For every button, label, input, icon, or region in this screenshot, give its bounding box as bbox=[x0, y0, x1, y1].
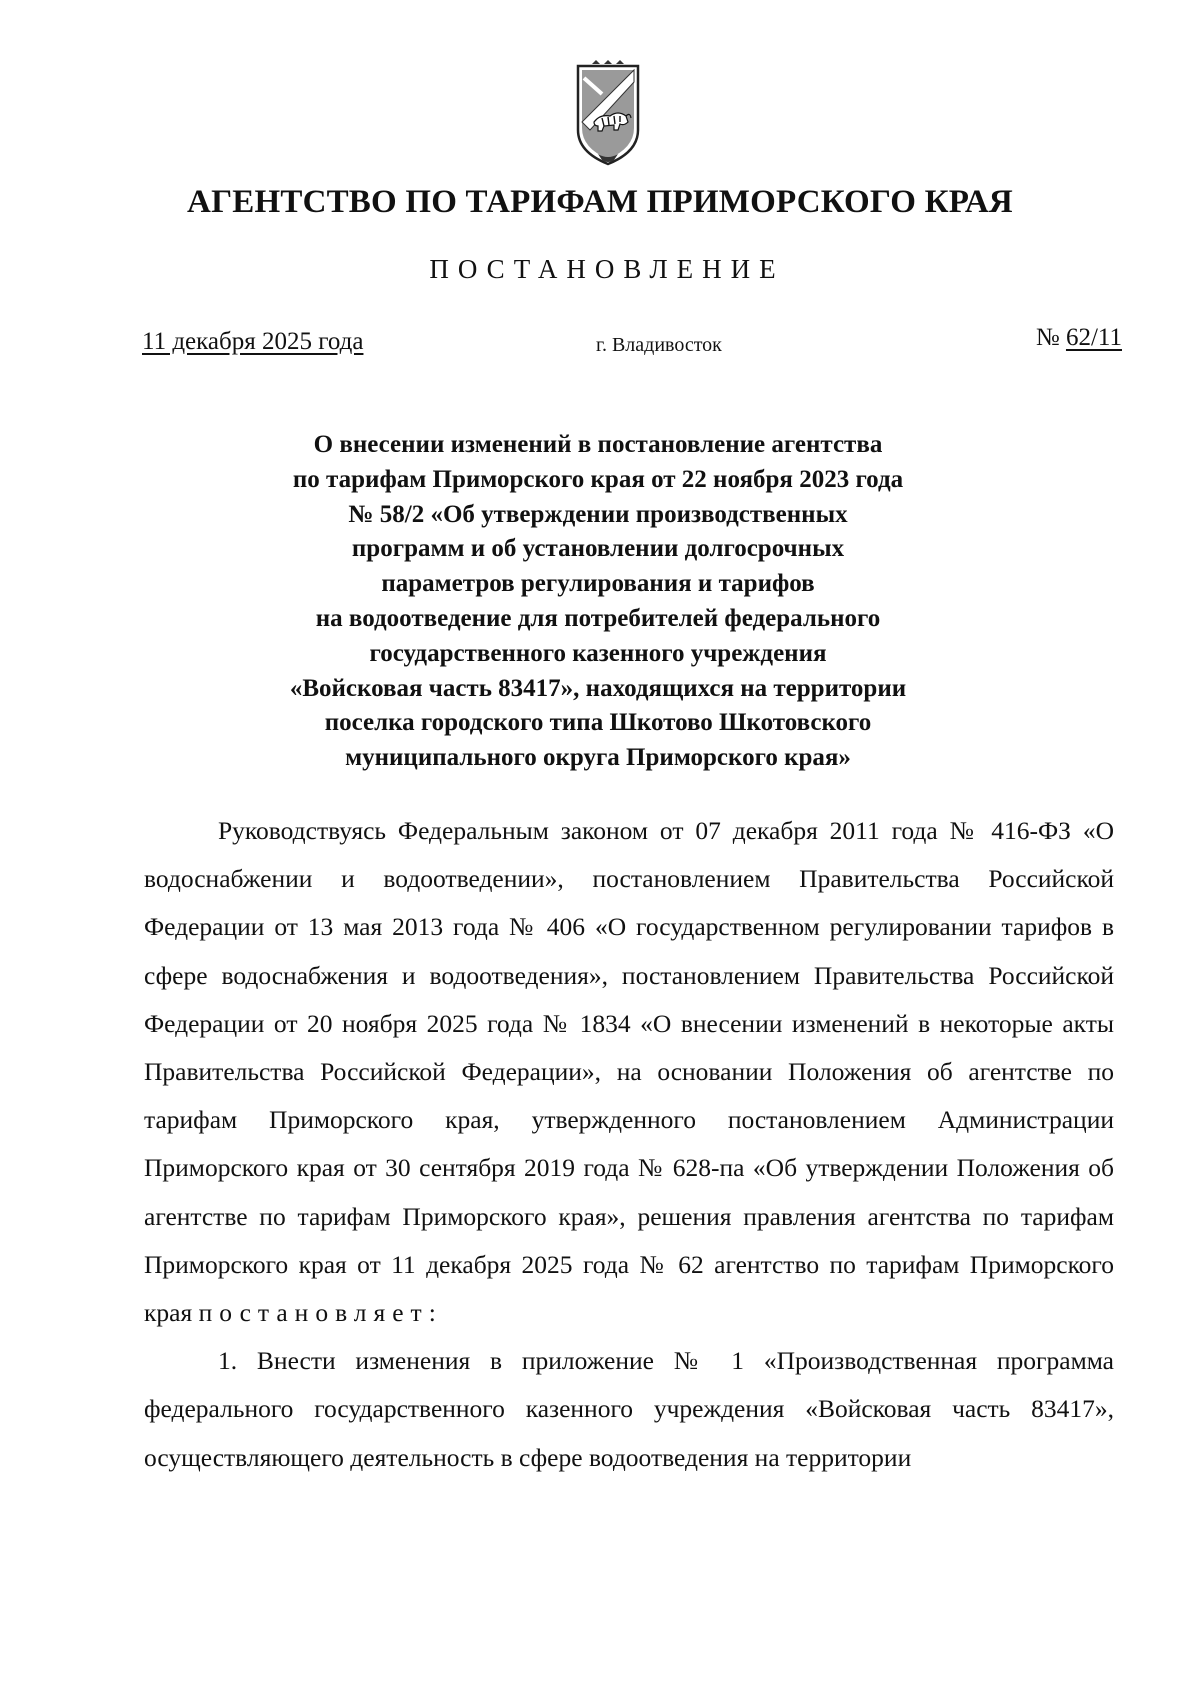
title-line: № 58/2 «Об утверждении производственных bbox=[348, 500, 848, 528]
preamble-text: Руководствуясь Федеральным законом от 07 декабря 2011 года № 416-ФЗ «О водоснабжении и водоотведении», постановлением Правительства Российской Федерации от 13 мая 2013 года № 406 «О государственном регулировании тарифов в сфере водоснабжения и водоотведения», постановлением Правительства Российской Федерации от 20 ноября 2025 года № 1834 «О внесении изменений в некоторые акты Правительства Российской Федерации», на основании Положения об агентстве по тарифам Приморского края, утвержденного постановлением Администрации Приморского края от 30 сентября 2019 года № 628-па «Об утверждении Положения об агентстве по тарифам Приморского края», решения правления агентства по тарифам Приморского края от 11 декабря 2025 года № 62 агентство по тарифам Приморского края bbox=[144, 816, 1114, 1328]
title-line: «Войсковая часть 83417», находящихся на территории bbox=[289, 674, 907, 702]
number-sign: № bbox=[1035, 324, 1060, 351]
number-value: 62/11 bbox=[1065, 324, 1122, 351]
document-title bbox=[150, 428, 1046, 776]
organization-name: АГЕНТСТВО ПО ТАРИФАМ ПРИМОРСКОГО КРАЯ bbox=[187, 184, 1013, 220]
document-city: г. Владивосток bbox=[596, 334, 722, 356]
resolves-keyword: постановляет: bbox=[198, 1298, 443, 1328]
dateline bbox=[142, 324, 1122, 364]
document-body bbox=[144, 807, 1114, 1482]
title-line: О внесении изменений в постановление агентства bbox=[313, 431, 883, 458]
title-line: параметров регулирования и тарифов bbox=[381, 570, 815, 598]
document-number bbox=[1036, 324, 1122, 352]
title-line: программ и об установлении долгосрочных bbox=[351, 535, 845, 563]
title-line: на водоотведение для потребителей федерального bbox=[315, 604, 881, 632]
title-line: по тарифам Приморского края от 22 ноября 2023 года bbox=[292, 465, 904, 493]
body-paragraph-1 bbox=[144, 807, 1114, 1337]
document-type: ПОСТАНОВЛЕНИЕ bbox=[429, 254, 785, 284]
title-line: государственного казенного учреждения bbox=[369, 639, 827, 667]
coat-of-arms-icon bbox=[574, 60, 642, 170]
body-paragraph-2: 1. Внести изменения в приложение № 1 «Производственная программа федерального государственного казенного учреждения «Войсковая часть 83417», осуществляющего деятельность в сфере водоотведения на территории bbox=[144, 1346, 1114, 1472]
title-line: муниципального округа Приморского края» bbox=[345, 744, 851, 772]
document-date: 11 декабря 2025 года bbox=[142, 328, 364, 355]
title-line: поселка городского типа Шкотово Шкотовского bbox=[324, 709, 872, 737]
